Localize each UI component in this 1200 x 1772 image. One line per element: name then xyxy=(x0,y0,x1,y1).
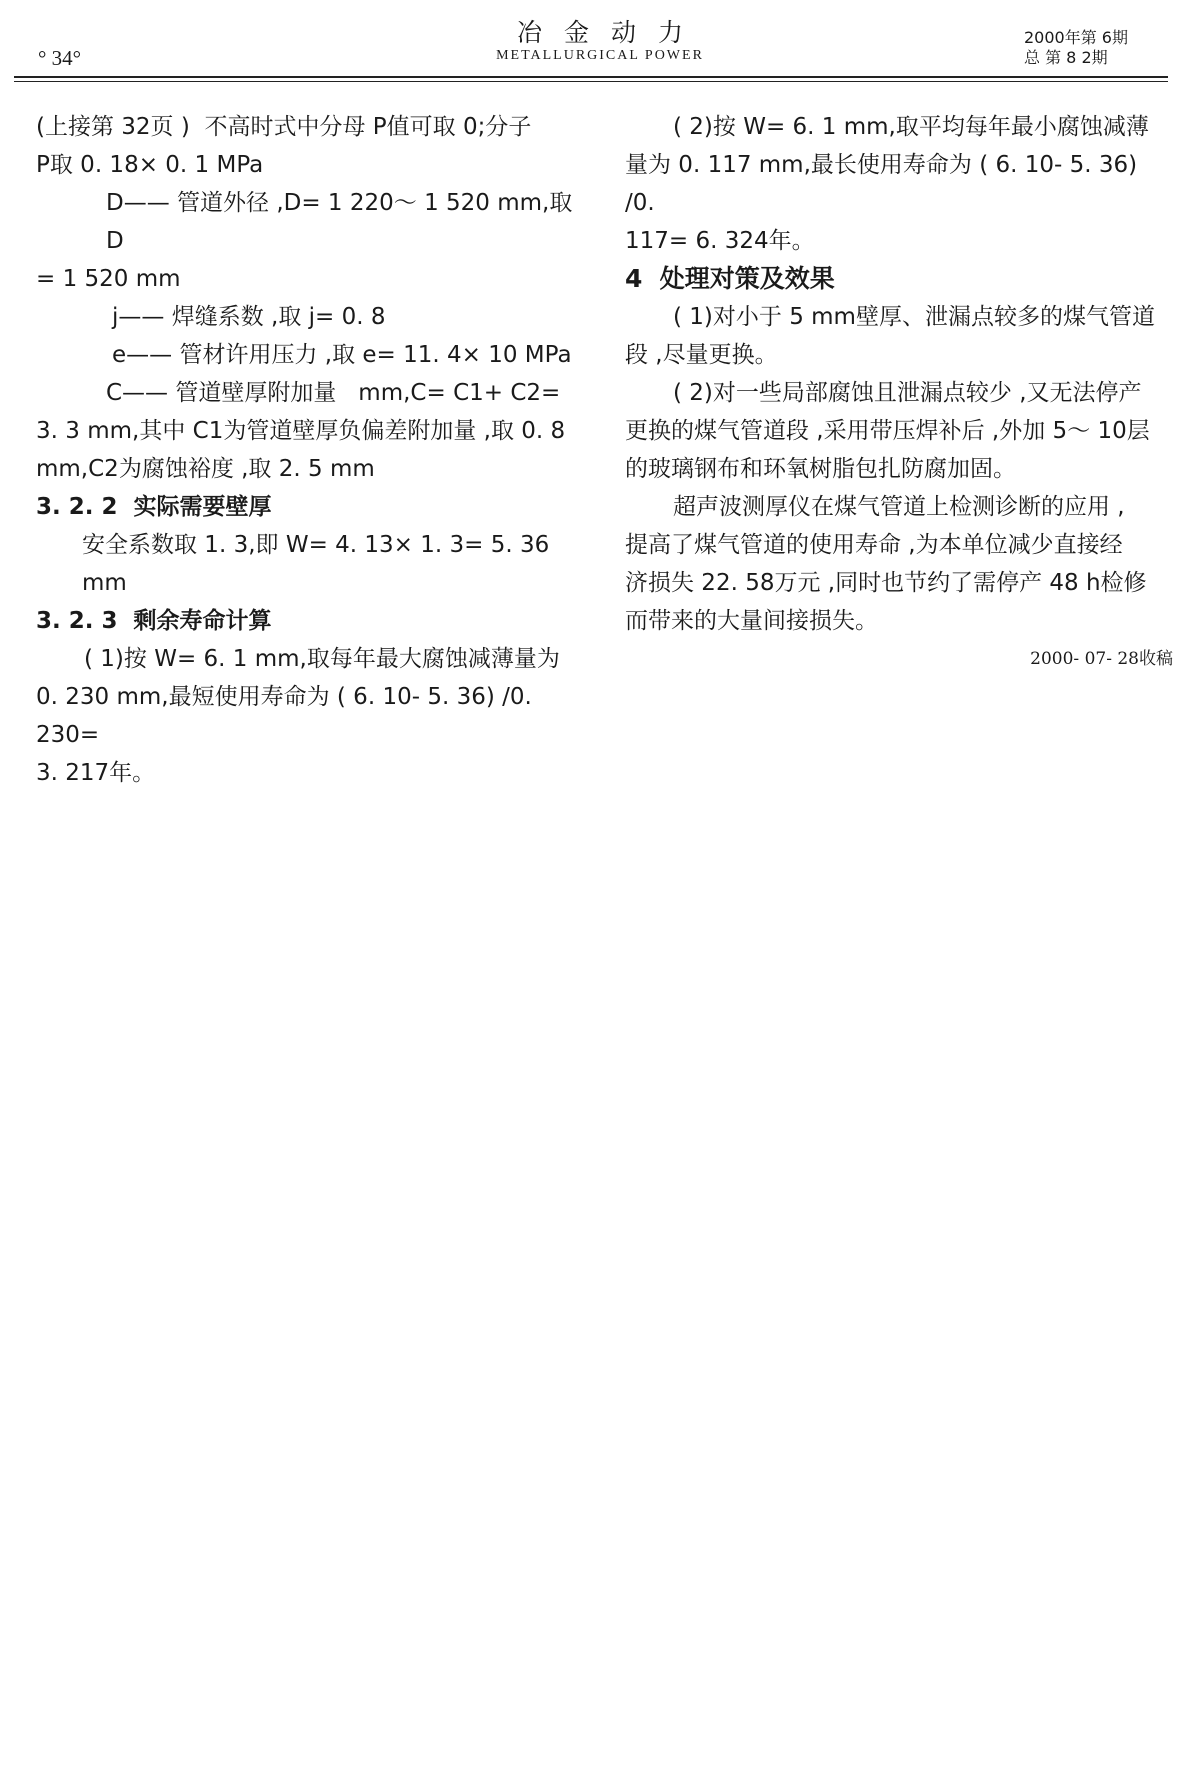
body-line: ( 1)对小于 5 mm壁厚、泄漏点较多的煤气管道 xyxy=(673,304,1155,330)
body-line: 超声波测厚仪在煤气管道上检测诊断的应用 , xyxy=(673,494,1125,520)
journal-title-en: METALLURGICAL POWER xyxy=(496,48,704,63)
total-issue-number: 总 第 8 2期 xyxy=(1024,48,1108,67)
body-line: = 1 520 mm xyxy=(36,266,181,292)
issue-number: 2000年第 6期 xyxy=(1024,28,1128,47)
body-line: 的玻璃钢布和环氧树脂包扎防腐加固。 xyxy=(625,456,1016,482)
body-line: 安全系数取 1. 3,即 W= 4. 13× 1. 3= 5. 36 mm xyxy=(82,532,557,596)
body-line: 更换的煤气管道段 ,采用带压焊补后 ,外加 5～ 10层 xyxy=(625,418,1150,444)
journal-title-cn: 冶金动力 xyxy=(516,18,705,47)
right-column xyxy=(625,108,1173,678)
header-rule-thin xyxy=(14,81,1168,82)
variable-definition-e: e—— 管材许用压力 ,取 e= 11. 4× 10 MPa xyxy=(112,342,572,368)
body-line: 量为 0. 117 mm,最长使用寿命为 ( 6. 10- 5. 36) /0. xyxy=(625,152,1145,216)
body-line: 117= 6. 324年。 xyxy=(625,228,815,254)
body-line: 提高了煤气管道的使用寿命 ,为本单位减少直接经 xyxy=(625,532,1123,558)
issue-info xyxy=(1024,28,1128,68)
journal-masthead xyxy=(400,18,800,64)
header-rule-thick xyxy=(14,76,1168,78)
body-line: 0. 230 mm,最短使用寿命为 ( 6. 10- 5. 36) /0. 230= xyxy=(36,684,540,748)
left-column xyxy=(36,108,584,792)
body-line: ( 1)按 W= 6. 1 mm,取每年最大腐蚀减薄量为 xyxy=(84,646,560,672)
body-line: 段 ,尽量更换。 xyxy=(625,342,778,368)
body-line: 3. 217年。 xyxy=(36,760,156,786)
variable-definition-D: D—— 管道外径 ,D= 1 220～ 1 520 mm,取 D xyxy=(106,190,580,254)
section-heading-3-2-2: 3. 2. 2 实际需要壁厚 xyxy=(36,494,272,520)
variable-definition-j: j—— 焊缝系数 ,取 j= 0. 8 xyxy=(112,304,386,330)
section-heading-4: 4 处理对策及效果 xyxy=(625,264,835,293)
body-line: ( 2)对一些局部腐蚀且泄漏点较少 ,又无法停产 xyxy=(673,380,1142,406)
page-number: ° 34° xyxy=(38,46,82,70)
variable-definition-C: C—— 管道壁厚附加量 mm,C= C1+ C2= xyxy=(106,380,561,406)
received-date: 2000- 07- 28收稿 xyxy=(1030,649,1173,669)
body-line: 济损失 22. 58万元 ,同时也节约了需停产 48 h检修 xyxy=(625,570,1147,596)
body-line: 3. 3 mm,其中 C1为管道壁厚负偏差附加量 ,取 0. 8 xyxy=(36,418,566,444)
body-line: P取 0. 18× 0. 1 MPa xyxy=(36,152,264,178)
body-line: 而带来的大量间接损失。 xyxy=(625,608,878,634)
body-line: mm,C2为腐蚀裕度 ,取 2. 5 mm xyxy=(36,456,375,482)
continuation-line: (上接第 32页 ) 不高时式中分母 P值可取 0;分子 xyxy=(36,114,532,140)
body-line: ( 2)按 W= 6. 1 mm,取平均每年最小腐蚀减薄 xyxy=(673,114,1149,140)
section-heading-3-2-3: 3. 2. 3 剩余寿命计算 xyxy=(36,608,272,634)
